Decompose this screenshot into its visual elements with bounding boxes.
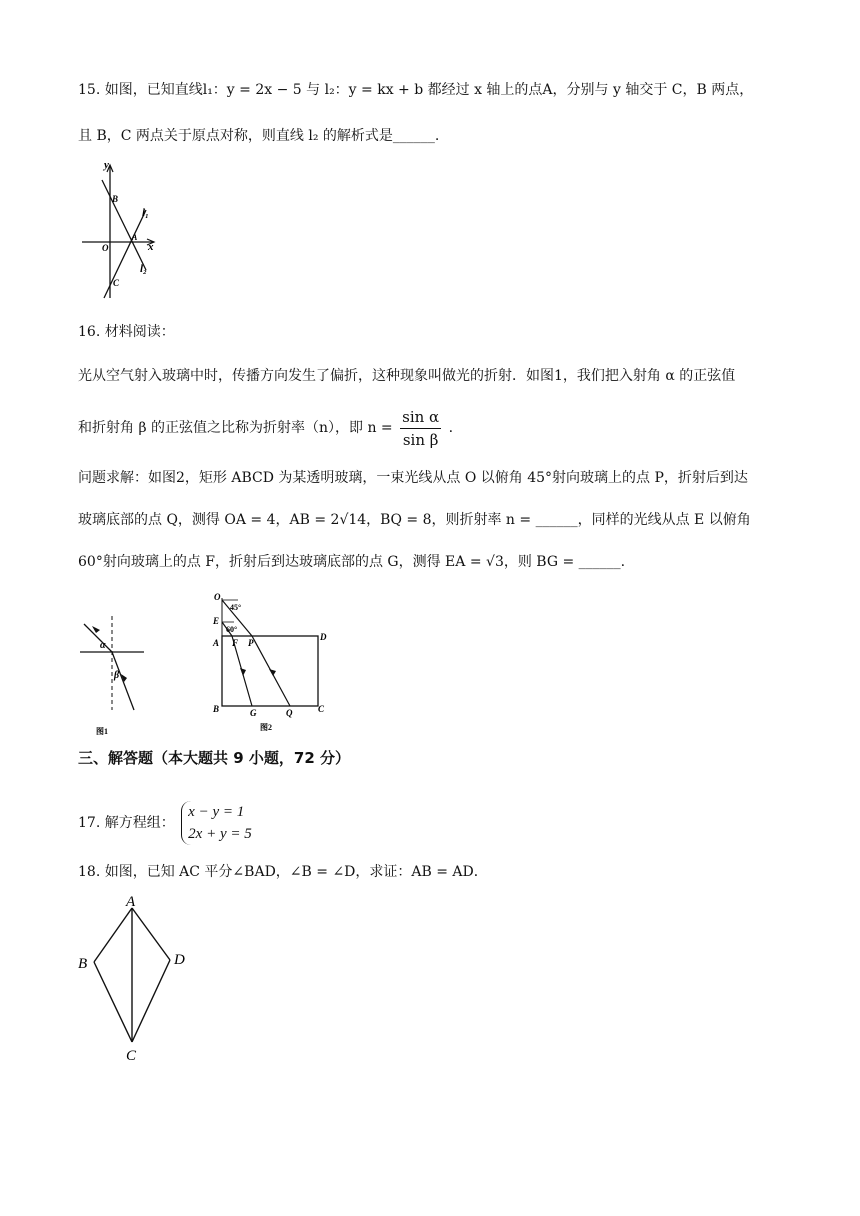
q16-figure-1 — [78, 612, 158, 738]
fig2-P: P — [248, 638, 254, 648]
q16-line1: 光从空气射入玻璃中时，传播方向发生了偏折，这种现象叫做光的折射．如图1，我们把入射角 α 的正弦值 — [78, 368, 736, 384]
fig2-A: A — [213, 638, 220, 648]
fraction-numerator: sin α — [400, 406, 441, 429]
q18-label-D: D — [174, 952, 185, 968]
section-3-heading: 三、解答题（本大题共 9 小题，72 分） — [78, 749, 350, 767]
fig2-caption: 图2 — [260, 723, 272, 732]
q15-label-y: y — [104, 159, 109, 171]
q16-line3: 问题求解：如图2，矩形 ABCD 为某透明玻璃，一束光线从点 O 以俯角 45°射向玻璃上的点 P，折射后到达 — [78, 470, 748, 486]
fig2-60: 60° — [226, 625, 238, 634]
refraction-fraction — [400, 406, 441, 451]
q17-eq1: x − y = 1 — [188, 804, 245, 820]
fig1-beta: β — [114, 670, 120, 681]
q15-line2: 且 B，C 两点关于原点对称，则直线 l₂ 的解析式是______. — [78, 128, 440, 144]
q15-label-B: B — [112, 194, 119, 204]
q16-title: 16. 材料阅读： — [78, 324, 175, 340]
q15-label-x: x — [148, 241, 154, 253]
q18-label-A: A — [126, 894, 136, 910]
q18-label-C: C — [126, 1048, 137, 1064]
q15-label-l2: l₂ — [140, 263, 147, 275]
fig2-G: G — [250, 708, 257, 718]
q15-figure — [80, 158, 170, 308]
q18-label-B: B — [78, 956, 88, 972]
fig2-D: D — [320, 632, 327, 642]
fig1-caption: 图1 — [96, 727, 108, 736]
fig2-45: 45° — [230, 603, 242, 612]
fig1-alpha: α — [100, 640, 106, 651]
q17 — [78, 800, 252, 846]
q18-text: 18. 如图，已知 AC 平分∠BAD，∠B = ∠D，求证：AB = AD． — [78, 864, 488, 880]
q16-line5: 60°射向玻璃上的点 F，折射后到达玻璃底部的点 G，测得 EA = √3，则 BG = ______. — [78, 554, 626, 570]
fig2-C: C — [318, 704, 325, 714]
fig2-Q: Q — [286, 708, 293, 718]
fig2-B: B — [213, 704, 220, 714]
q17-eq2: 2x + y = 5 — [188, 826, 252, 842]
q16-line4: 玻璃底部的点 Q，测得 OA = 4，AB = 2√14，BQ = 8，则折射率 n = ______，同样的光线从点 E 以俯角 — [78, 512, 751, 528]
q15-label-C: C — [113, 278, 120, 288]
q15-line1: 15. 如图，已知直线l₁：y = 2x − 5 与 l₂：y = kx + b 都经过 x 轴上的点A，分别与 y 轴交于 C，B 两点， — [78, 82, 754, 98]
fraction-denominator: sin β — [402, 430, 439, 449]
q16-line2b: . — [448, 420, 454, 436]
q18-figure — [76, 890, 196, 1070]
q15-label-O: O — [102, 243, 109, 253]
q17-label: 17. 解方程组： — [78, 815, 175, 831]
q16-line2a: 和折射角 β 的正弦值之比称为折射率（n），即 n = — [78, 420, 393, 436]
q16-line2 — [78, 404, 453, 452]
fig2-F: F — [232, 638, 239, 648]
q15-label-l1: l₁ — [142, 207, 149, 219]
fig2-O: O — [214, 592, 221, 602]
fig2-E: E — [213, 616, 220, 626]
q15-label-A: A — [132, 233, 138, 242]
equation-system — [181, 801, 252, 845]
q16-figure-2 — [208, 590, 342, 740]
